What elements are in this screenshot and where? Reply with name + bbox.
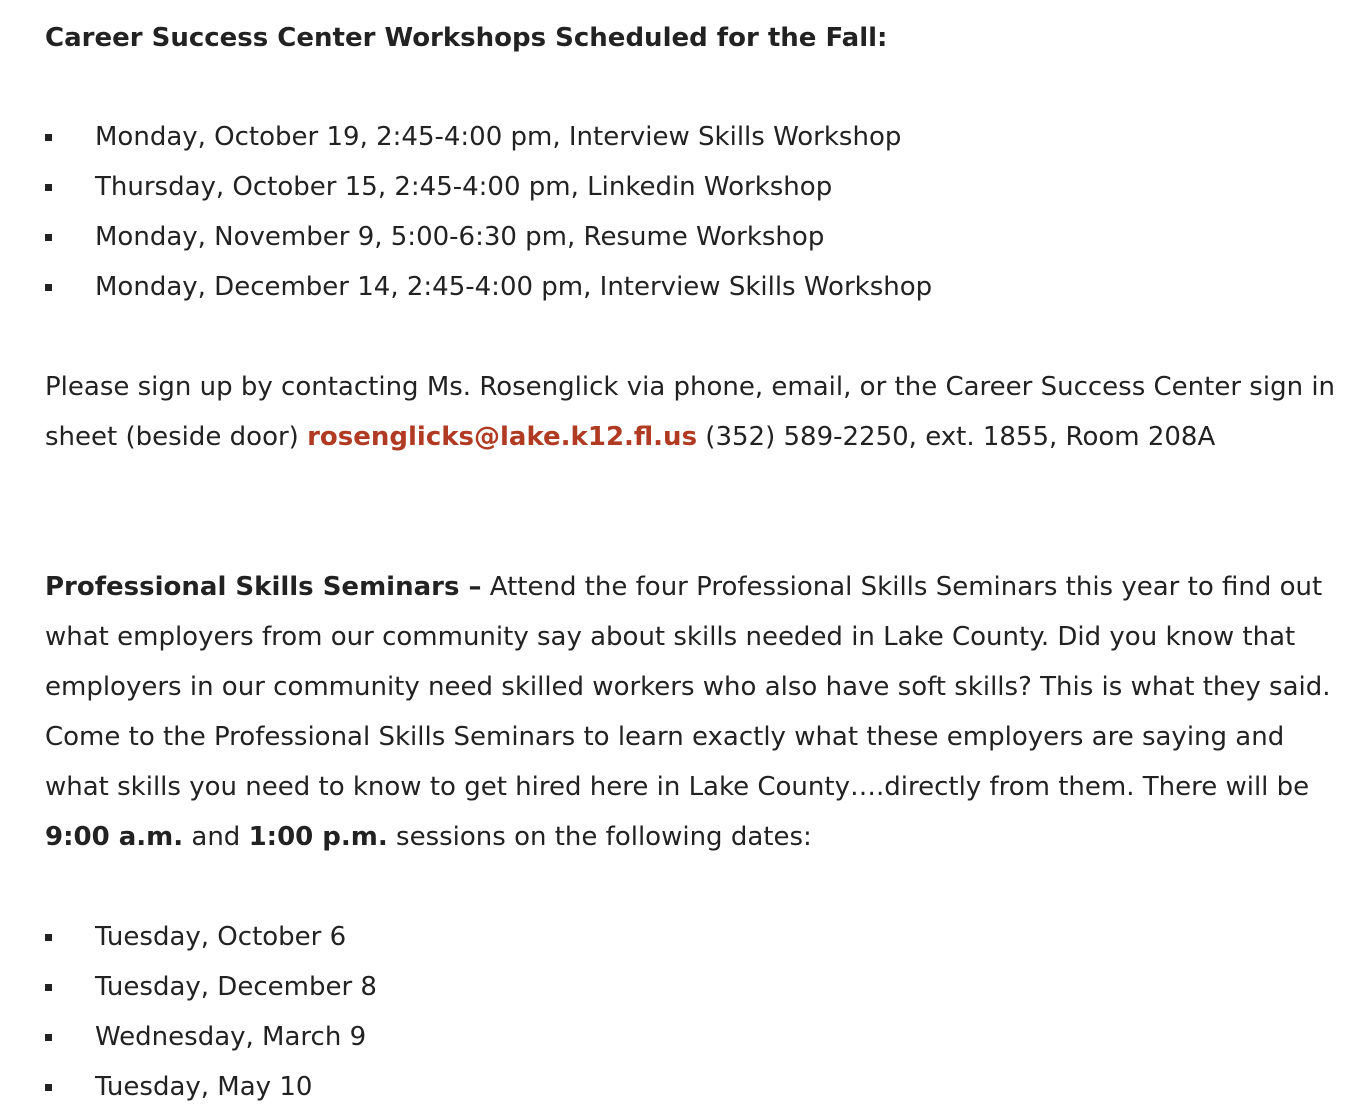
bullet-square-icon <box>45 1084 52 1091</box>
seminar-date-text: Wednesday, March 9 <box>95 1022 367 1052</box>
seminars-body: Attend the four Professional Skills Seminars this year to find out what employers from our community say about skills needed in Lake County. Did you know that employers in our community need skilled workers who also have soft skills? This is what they said. Come to the Professional Skills Seminars to learn exactly what these employers are saying and what skills you need to know to get hired here in Lake County….directly from them. There will be <box>45 572 1331 802</box>
signup-phone-room: (352) 589-2250, ext. 1855, Room 208A <box>697 422 1216 452</box>
seminars-and: and <box>183 822 249 852</box>
signup-text: Please sign up by contacting Ms. Rosenglick via phone, email, or the Career Success Center sign in sheet (beside door) <box>45 372 1336 452</box>
seminars-title: Professional Skills Seminars – <box>45 572 482 602</box>
workshop-item-text: Monday, December 14, 2:45-4:00 pm, Interview Skills Workshop <box>95 272 933 302</box>
bullet-square-icon <box>45 934 52 941</box>
bullet-square-icon <box>45 284 52 291</box>
seminars-paragraph <box>45 562 1355 862</box>
bullet-square-icon <box>45 984 52 991</box>
session-time-pm: 1:00 p.m. <box>248 822 388 852</box>
seminar-date-text: Tuesday, May 10 <box>95 1072 313 1102</box>
bullet-square-icon <box>45 184 52 191</box>
session-time-am: 9:00 a.m. <box>45 822 184 852</box>
seminars-tail: sessions on the following dates: <box>387 822 812 852</box>
workshops-heading: Career Success Center Workshops Scheduled for the Fall: <box>45 23 888 53</box>
signup-paragraph <box>45 362 1355 462</box>
workshop-item-text: Thursday, October 15, 2:45-4:00 pm, Linkedin Workshop <box>95 172 833 202</box>
workshop-item-text: Monday, October 19, 2:45-4:00 pm, Interview Skills Workshop <box>95 122 902 152</box>
bullet-square-icon <box>45 1034 52 1041</box>
workshop-item-text: Monday, November 9, 5:00-6:30 pm, Resume Workshop <box>95 222 825 252</box>
seminar-date-text: Tuesday, December 8 <box>95 972 377 1002</box>
bullet-square-icon <box>45 234 52 241</box>
bullet-square-icon <box>45 134 52 141</box>
seminar-date-text: Tuesday, October 6 <box>95 922 347 952</box>
contact-email-link[interactable]: rosenglicks@lake.k12.fl.us <box>307 422 698 452</box>
